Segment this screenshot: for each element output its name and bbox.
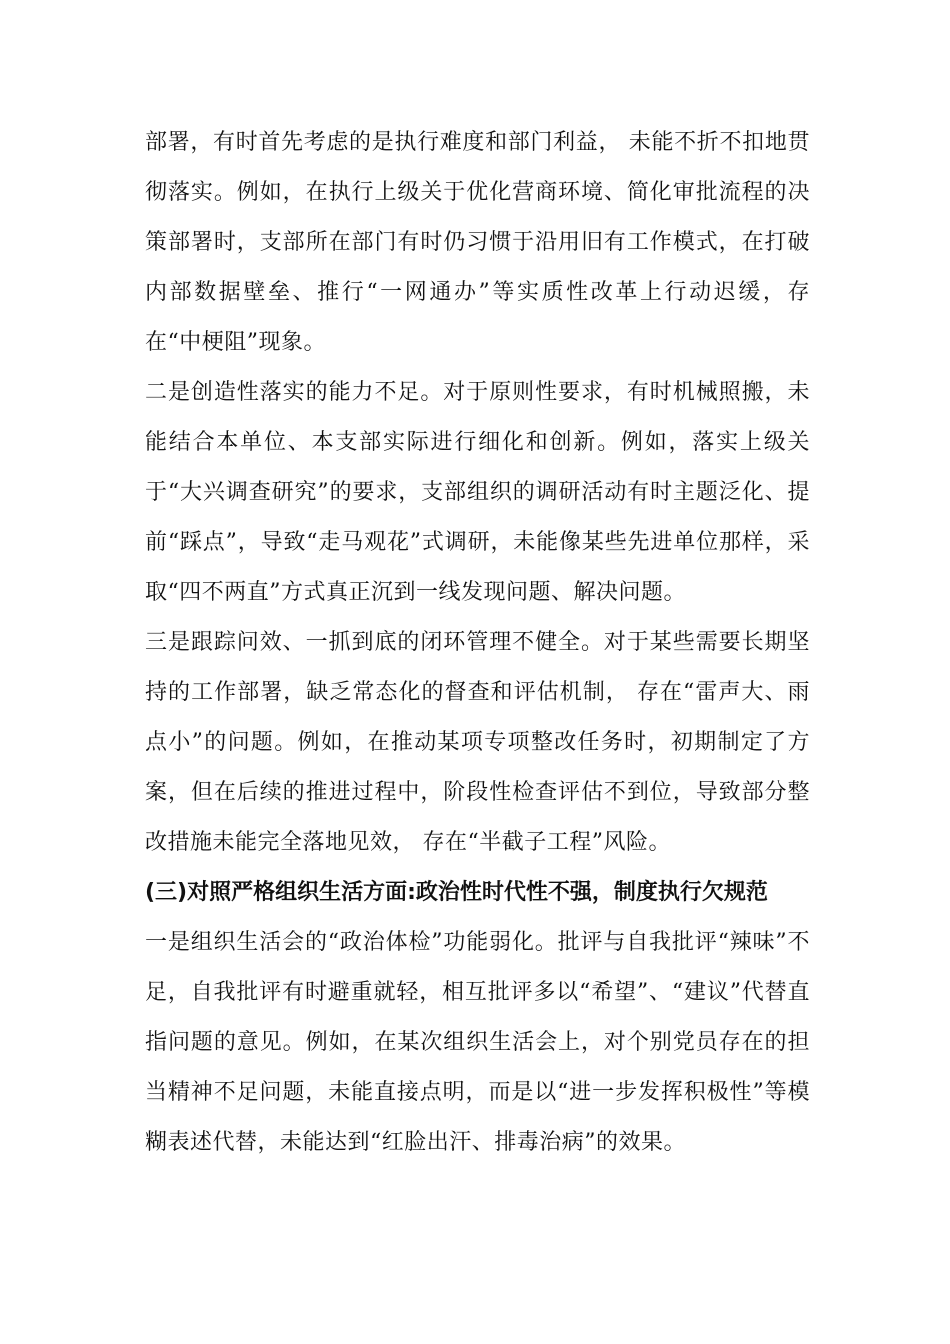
paragraph-creative-implementation: 二是创造性落实的能力不足。对于原则性要求，有时机械照搬，未能结合本单位、本支部实际进行细化和创新。例如，落实上级关于“大兴调查研究”的要求，支部组织的调研活动有时主题泛化、提前“踩点”，导致“走马观花”式调研，未能像某些先进单位那样，采取“四不两直”方式真正沉到一线发现问题、解决问题。 xyxy=(145,380,810,605)
paragraph-closed-loop-management: 三是跟踪问效、一抓到底的闭环管理不健全。对于某些需要长期坚持的工作部署，缺乏常态化的督查和评估机制， 存在“雷声大、雨点小”的问题。例如，在推动某项专项整改任务时，初期制定了方案，但在后续的推进过程中，阶段性检查评估不到位，导致部分整改措施未能完全落地见效， 存在“半截子工程”风险。 xyxy=(145,630,810,855)
paragraph-decision-implementation: 部署，有时首先考虑的是执行难度和部门利益， 未能不折不扣地贯彻落实。例如，在执行上级关于优化营商环境、简化审批流程的决策部署时，支部所在部门有时仍习惯于沿用旧有工作模式，在打破内部数据壁垒、推行“一网通办”等实质性改革上行动迟缓，存在“中梗阻”现象。 xyxy=(145,130,810,355)
paragraph-political-checkup: 一是组织生活会的“政治体检”功能弱化。批评与自我批评“辣味”不足，自我批评有时避重就轻，相互批评多以“希望”、“建议”代替直指问题的意见。例如，在某次组织生活会上，对个别党员存在的担当精神不足问题，未能直接点明，而是以“进一步发挥积极性”等模糊表述代替，未能达到“红脸出汗、排毒治病”的效果。 xyxy=(145,930,810,1155)
document-body xyxy=(145,118,810,1168)
section-heading-organizational-life: (三)对照严格组织生活方面:政治性时代性不强，制度执行欠规范 xyxy=(145,880,768,905)
